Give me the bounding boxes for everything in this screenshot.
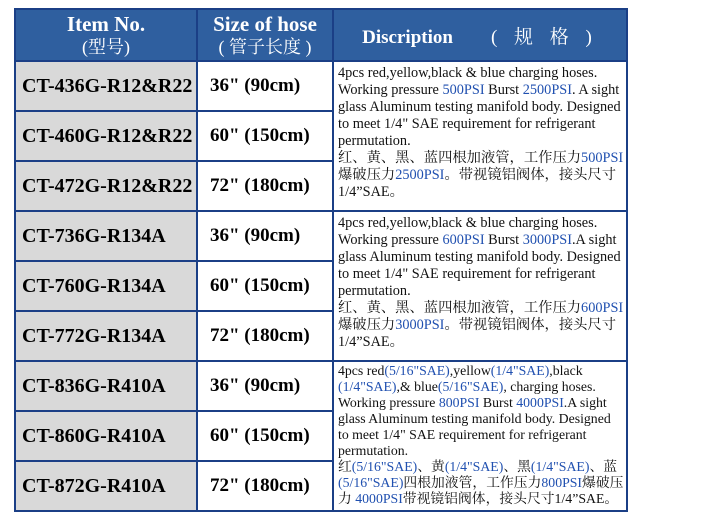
burst-pressure-cn: 2500PSI [395,167,445,183]
desc-text: .A sight glass Aluminum testing manifold body. Designed to meet 1/4" SAE requirement for refrigerant permutation. [338,395,611,458]
fitting-size: (1/4"SAE) [490,363,550,378]
model-cell: CT-436G-R12&R22 [15,61,197,111]
description-cell [333,361,627,511]
description-cell [333,61,627,211]
desc-cn-text: 红、黄、黑、蓝四根加液管，工作压力 [338,300,582,316]
desc-cn-text: 红 [338,459,352,474]
burst-pressure: 2500PSI [522,82,572,98]
fitting-size: (1/4"SAE) [338,379,397,394]
working-pressure: 600PSI [442,232,485,248]
desc-text: . A sight glass Aluminum testing manifold body. Designed to meet 1/4" SAE requirement for refrigerant permutation. [338,82,621,149]
model-cell: CT-736G-R134A [15,211,197,261]
desc-cn-text: 爆破压力 [338,317,396,333]
table-row [15,211,627,261]
fitting-size: (5/16"SAE) [437,379,504,394]
header-description-label: Discription [362,26,453,48]
size-cell: 36" (90cm) [197,361,333,411]
fitting-size-cn: (5/16"SAE) [351,459,418,474]
size-cell: 60" (150cm) [197,411,333,461]
size-cell: 72" (180cm) [197,461,333,511]
fitting-size: (5/16"SAE) [384,363,450,378]
fitting-size-cn: (1/4"SAE) [530,459,590,474]
header-size-label: Size of hose [213,11,317,36]
header-size [197,9,333,61]
desc-cn-text: 、黑 [503,459,531,474]
desc-cn-text: 。带视镜铝阀体，接头尺寸1/4”SAE。 [338,167,617,200]
header-size-cn: ( 管子长度 ) [218,36,312,57]
desc-text: ,& blue [396,379,438,394]
desc-cn-text: 爆破压力 [338,475,624,506]
header-description-cn: ( 规 格 ) [490,26,598,48]
spec-table [14,8,628,512]
table-row [15,61,627,111]
working-pressure: 800PSI [438,395,480,410]
size-cell: 60" (150cm) [197,261,333,311]
desc-cn-text: 四根加液管，工作压力 [403,475,542,490]
desc-text: 4pcs red,yellow,black & blue charging hoses. Working pressure [338,65,598,98]
desc-text: .A sight glass Aluminum testing manifold body. Designed to meet 1/4" SAE requirement for refrigerant permutation. [338,232,621,299]
burst-pressure-cn: 3000PSI [395,317,445,333]
model-cell: CT-472G-R12&R22 [15,161,197,211]
desc-cn-text: 红、黄、黑、蓝四根加液管，工作压力 [338,150,582,166]
header-description [333,9,627,61]
burst-pressure-cn: 4000PSI [355,491,403,506]
desc-cn-text: 、蓝 [589,459,618,474]
size-cell: 36" (90cm) [197,211,333,261]
working-pressure-cn: 800PSI [541,475,583,490]
desc-cn-text: 。带视镜铝阀体，接头尺寸1/4”SAE。 [338,317,617,350]
model-cell: CT-772G-R134A [15,311,197,361]
desc-cn-text: 、黄 [417,459,445,474]
working-pressure-cn: 600PSI [581,300,624,316]
size-cell: 60" (150cm) [197,111,333,161]
model-cell: CT-860G-R410A [15,411,197,461]
header-item-no-label: Item No. [66,11,146,36]
fitting-size-cn: (5/16"SAE) [338,475,404,490]
desc-text: , charging hoses. Working pressure [338,379,596,410]
description-cell [333,211,627,361]
model-cell: CT-836G-R410A [15,361,197,411]
working-pressure: 500PSI [442,82,485,98]
burst-pressure: 4000PSI [516,395,564,410]
fitting-size-cn: (1/4"SAE) [444,459,504,474]
desc-text: ,black [549,363,583,378]
header-item-no [15,9,197,61]
table-row [15,361,627,411]
desc-cn-text: 带视镜铝阀体，接头尺寸1/4”SAE。 [402,491,619,506]
size-cell: 36" (90cm) [197,61,333,111]
desc-text: Burst [479,395,517,410]
model-cell: CT-872G-R410A [15,461,197,511]
header-item-no-cn: (型号) [82,36,130,57]
burst-pressure: 3000PSI [522,232,572,248]
desc-cn-text: 爆破压力 [338,167,396,183]
model-cell: CT-460G-R12&R22 [15,111,197,161]
size-cell: 72" (180cm) [197,311,333,361]
desc-text: ,yellow [449,363,491,378]
table-header-row [15,9,627,61]
model-cell: CT-760G-R134A [15,261,197,311]
desc-text: 4pcs red [338,363,385,378]
desc-text: Burst [484,82,523,98]
desc-text: Burst [484,232,523,248]
desc-text: 4pcs red,yellow,black & blue charging hoses. Working pressure [338,215,598,248]
size-cell: 72" (180cm) [197,161,333,211]
working-pressure-cn: 500PSI [581,150,624,166]
